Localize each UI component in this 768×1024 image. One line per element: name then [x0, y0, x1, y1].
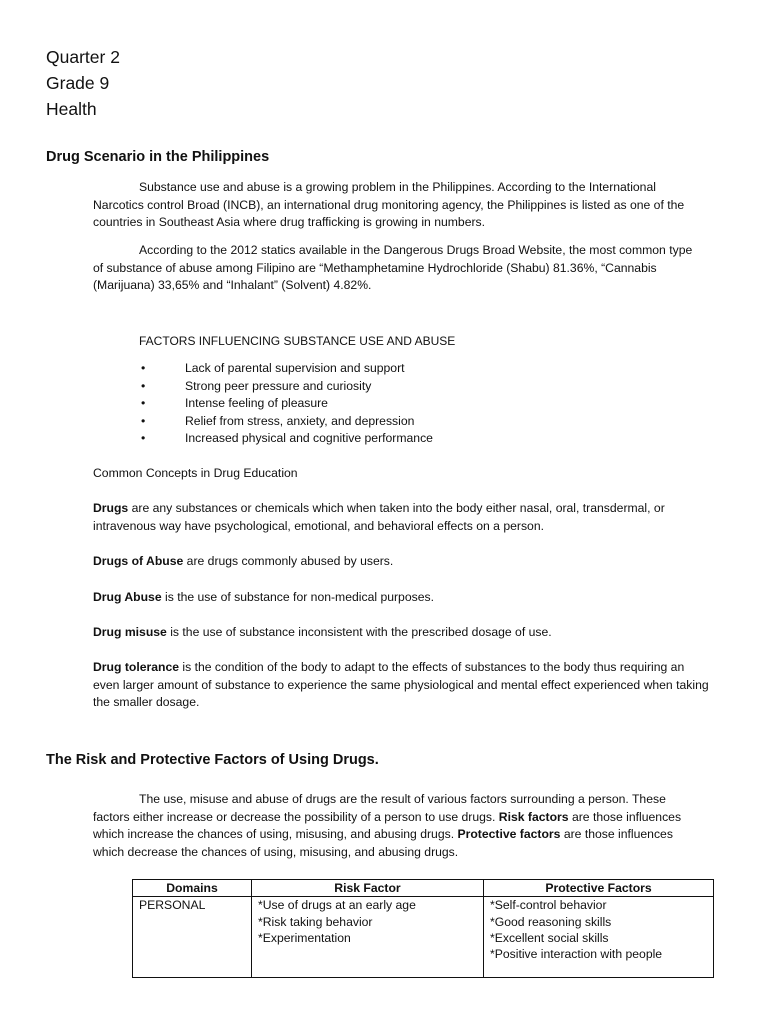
paragraph-part: are those influences which increase the chances of using, misusing, and abusing drugs. [93, 809, 682, 842]
definition-term: Drug tolerance [93, 660, 180, 674]
protective-item: *Positive interaction with people [490, 947, 663, 962]
cell-protective [484, 897, 714, 978]
document-header [46, 44, 120, 122]
list-item-text: Lack of parental supervision and support [185, 361, 405, 375]
header-domains: Domains [133, 880, 252, 897]
subject-label: Health [46, 99, 97, 119]
definition-term: Drug Abuse [93, 590, 162, 604]
domain-text: PERSONAL [139, 898, 206, 913]
paragraph-text: Substance use and abuse is a growing problem in the Philippines. According to the International Narcotics control Broad (INCB), an international drug monitoring agency, the Philippines is listed as one of the countries in Southeast Asia where drug trafficking is growing in numbers. [93, 180, 685, 230]
definition-text: is the use of substance inconsistent with the prescribed dosage of use. [166, 625, 552, 639]
list-item [139, 395, 433, 413]
paragraph-text [93, 791, 705, 861]
definition-drugs [93, 500, 713, 535]
list-item [139, 430, 433, 448]
risk-protective-paragraph [93, 791, 705, 861]
definition-term: Drugs of Abuse [93, 554, 184, 568]
protective-item: *Excellent social skills [490, 930, 609, 945]
factors-table-container [132, 879, 714, 978]
definition-drugs-of-abuse [93, 553, 713, 571]
protective-item: *Self-control behavior [490, 898, 607, 913]
risk-factors-term: Risk factors [498, 809, 569, 824]
risk-item: *Experimentation [258, 930, 351, 945]
paragraph-text: According to the 2012 statics available in the Dangerous Drugs Broad Website, the most common type of substance of abuse among Filipino are “Methamphetamine Hydrochloride (Shabu) 81.36%, “Cannabis (Marijuana) 33,65% and “Inhalant” (Solvent) 4.82%. [93, 243, 693, 293]
list-item-text: Relief from stress, anxiety, and depression [185, 413, 415, 428]
definition-text: is the condition of the body to adapt to the effects of substances to the body thus requiring an even larger amount of substance to experience the same physiological and mental effect experienced when taking the smaller dosage. [93, 660, 709, 710]
definition-drug-tolerance [93, 659, 713, 712]
protective-factors-term: Protective factors [457, 827, 561, 842]
bullet: • [141, 361, 146, 375]
grade-label: Grade 9 [46, 73, 110, 93]
bullet: • [141, 413, 146, 428]
quarter-label: Quarter 2 [46, 47, 120, 67]
paragraph-part: The use, misuse and abuse of drugs are the result of various factors surrounding a person. These factors either increase or decrease the possibility of a person to use drugs. [93, 792, 666, 824]
list-item-text: Strong peer pressure and curiosity [185, 378, 372, 393]
list-item [139, 413, 433, 431]
definition-text: are drugs commonly abused by users. [183, 554, 394, 568]
factors-list [139, 360, 433, 448]
table-row [133, 897, 714, 978]
risk-item: *Risk taking behavior [258, 914, 373, 929]
definition-drug-abuse [93, 589, 713, 607]
bullet: • [141, 431, 146, 446]
list-item [139, 360, 433, 378]
cell-risk [252, 897, 484, 978]
factors-heading: FACTORS INFLUENCING SUBSTANCE USE AND ABUSE [139, 334, 456, 348]
definition-drug-misuse [93, 624, 713, 642]
definition-text: are any substances or chemicals which when taken into the body either nasal, oral, transdermal, or intravenous way have psychological, emotional, and behavioral effects on a person. [93, 501, 665, 533]
risk-item: *Use of drugs at an early age [258, 898, 416, 913]
header-risk-factor: Risk Factor [252, 880, 484, 897]
header-protective-factors: Protective Factors [484, 880, 714, 897]
drug-scenario-paragraph-1 [93, 179, 705, 232]
cell-domain [133, 897, 252, 978]
definition-text: is the use of substance for non-medical purposes. [161, 590, 434, 604]
section-title-risk-protective: The Risk and Protective Factors of Using Drugs. [46, 752, 379, 768]
list-item-text: Intense feeling of pleasure [185, 396, 328, 411]
bullet: • [141, 378, 146, 393]
concepts-heading: Common Concepts in Drug Education [93, 466, 298, 480]
bullet: • [141, 396, 146, 411]
definition-term: Drugs [93, 501, 129, 515]
paragraph-part: are those influences which decrease the chances of using, misusing, and abusing drugs. [93, 827, 673, 859]
factors-table [132, 879, 714, 978]
section-title-drug-scenario: Drug Scenario in the Philippines [46, 149, 270, 165]
drug-scenario-paragraph-2 [93, 242, 705, 295]
list-item-text: Increased physical and cognitive performance [185, 431, 433, 446]
protective-item: *Good reasoning skills [490, 914, 612, 929]
table-header-row [133, 880, 714, 897]
list-item [139, 378, 433, 396]
definition-term: Drug misuse [93, 625, 167, 639]
